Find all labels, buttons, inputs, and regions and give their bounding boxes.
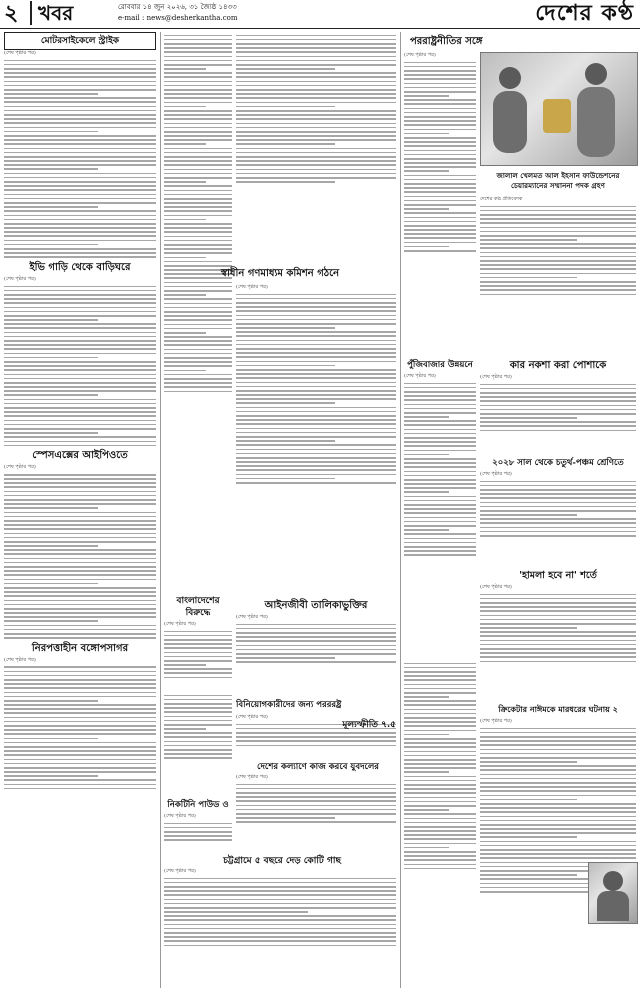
headline-a17: ২০২৮ সাল থেকে চতুর্থ-পঞ্চম শ্রেণিতে xyxy=(492,458,624,468)
a10-headline-wrap xyxy=(236,758,400,774)
headline-a7: আইনজীবী তালিকাভুক্তির xyxy=(264,600,368,611)
body-a17 xyxy=(480,481,636,537)
body-a1-cont xyxy=(164,35,232,393)
issue-date: রোববার ১৪ জুন ২০২৬, ৩১ জ্যৈষ্ঠ ১৪৩৩ xyxy=(118,3,237,11)
kicker-a8: (শেষ পৃষ্ঠার পর) xyxy=(236,714,268,720)
a6-wrap xyxy=(164,592,232,692)
kicker-a11: (শেষ পৃষ্ঠার পর) xyxy=(164,813,196,819)
section-name: খবর xyxy=(30,1,73,25)
kicker-a14: দেশের কণ্ঠ প্রতিবেদক xyxy=(480,196,523,202)
kicker-a1: (শেষ পৃষ্ঠার পর) xyxy=(4,50,36,56)
kicker-a7: (শেষ পৃষ্ঠার পর) xyxy=(236,614,268,620)
kicker-a5: (শেষ পৃষ্ঠার পর) xyxy=(236,284,268,290)
a14-headline-wrap xyxy=(480,168,636,194)
body-a3 xyxy=(4,474,156,639)
kicker-a13: (শেষ পৃষ্ঠার পর) xyxy=(404,52,436,58)
body-cont-3 xyxy=(404,663,476,870)
a9-headline-wrap xyxy=(324,716,396,732)
column-1 xyxy=(4,32,156,988)
page-number: ২ xyxy=(4,0,19,26)
headline-a9: মূল্যস্ফীতি ৭.৫ xyxy=(342,720,396,730)
kicker-a12: (শেষ পৃষ্ঠার পর) xyxy=(164,868,196,874)
a19-headline-wrap xyxy=(480,700,636,718)
headline-a15: পুঁজিবাজার উন্নয়নে xyxy=(407,360,473,370)
kicker-a18: (শেষ পৃষ্ঠার পর) xyxy=(480,584,512,590)
page-header xyxy=(0,0,640,29)
headline-a11: নিকটিনি পাউড ও xyxy=(167,800,229,810)
col-right-narrow-bottom xyxy=(404,660,476,988)
headline-a2: ইভি গাড়ি থেকে বাড়িঘরে xyxy=(29,262,131,273)
body-a7 xyxy=(236,624,396,663)
column-2 xyxy=(164,32,232,592)
body-a12 xyxy=(164,878,396,947)
a10-body xyxy=(236,774,396,848)
column-3-top xyxy=(236,32,396,264)
kicker-a19: (শেষ পৃষ্ঠার পর) xyxy=(480,718,512,724)
a19-body xyxy=(480,718,636,988)
kicker-a6: (শেষ পৃষ্ঠার পর) xyxy=(164,621,196,627)
headline-a14: জালাল খেলমত আল ইহসান ফাউন্ডেশনের চেয়ারম্যানের সম্মাননা পদক গ্রহণ xyxy=(496,171,620,190)
headline-a1: মোটরসাইকেলে স্ট্রাইক xyxy=(4,32,156,50)
body-cont-2 xyxy=(236,35,396,183)
headline-a6: বাংলাদেশের বিরুদ্ধে xyxy=(176,596,220,618)
headline-a16: কার নকশা করা পোশাকে xyxy=(509,360,607,371)
a16-wrap xyxy=(480,356,636,452)
body-a13 xyxy=(404,62,476,252)
body-a10 xyxy=(236,784,396,823)
body-a11 xyxy=(164,823,232,841)
headline-a13: পররাষ্ট্রনীতির সঙ্গে xyxy=(410,36,483,47)
a12-headline-wrap xyxy=(164,852,400,868)
body-a2 xyxy=(4,286,156,447)
newspaper-brand: দেশের কণ্ঠ xyxy=(535,0,634,26)
a5-headline-wrap xyxy=(164,264,396,284)
kicker-a17: (শেষ পৃষ্ঠার পর) xyxy=(480,471,512,477)
a15-wrap xyxy=(404,356,476,656)
body-a18 xyxy=(480,594,636,663)
body-a6 xyxy=(164,631,232,679)
a11-wrap xyxy=(164,796,232,852)
a18-wrap xyxy=(480,566,636,696)
a13-body xyxy=(404,52,476,352)
a13-headline-wrap xyxy=(404,32,636,50)
a12-body xyxy=(164,868,396,988)
contact-email: e-mail : news@desherkantha.com xyxy=(118,14,238,22)
body-a14 xyxy=(480,206,636,296)
kicker-a3: (শেষ পৃষ্ঠার পর) xyxy=(4,464,36,471)
body-a1 xyxy=(4,60,156,258)
a7-wrap xyxy=(236,596,396,696)
a17-wrap xyxy=(480,454,636,564)
body-a4 xyxy=(4,666,156,789)
headline-a3: স্পেসএক্সের আইপিওতে xyxy=(32,450,128,462)
body-a5 xyxy=(236,294,396,484)
a8-headline-wrap xyxy=(236,696,396,714)
headline-a19: ক্রিকেটার নাঈমকে মারধরের ঘটনায় ২ xyxy=(498,704,618,714)
headline-a8: বিনিয়োগকারীদের জন্য পরররষ্ট্র xyxy=(236,700,342,710)
event-photo xyxy=(480,52,638,166)
headline-a10: দেশের কল্যাণে কাজ করবে যুবদলের xyxy=(257,762,379,772)
headline-a12: চট্টগ্রামে ৫ বছরে দেড় কোটি গাছ xyxy=(223,856,341,866)
a5-body xyxy=(236,284,396,584)
kicker-a16: (শেষ পৃষ্ঠার পর) xyxy=(480,374,512,380)
headline-a5: স্বাধীন গণমাধ্যম কমিশন গঠনে xyxy=(220,268,340,279)
headline-a18: 'হামলা হবে না' শর্তে xyxy=(519,570,597,581)
a6-cont xyxy=(164,692,232,796)
kicker-a4: (শেষ পৃষ্ঠার পর) xyxy=(4,656,36,663)
portrait-photo xyxy=(588,862,638,924)
body-a6-cont xyxy=(164,695,232,759)
kicker-a2: (শেষ পৃষ্ঠার পর) xyxy=(4,276,36,282)
kicker-a10: (শেষ পৃষ্ঠার পর) xyxy=(236,774,268,780)
body-a16 xyxy=(480,384,636,432)
body-a15 xyxy=(404,383,476,556)
kicker-a15: (শেষ পৃষ্ঠার পর) xyxy=(404,373,436,379)
a14-body xyxy=(480,196,636,352)
headline-a4: নিরপত্তাহীন বঙ্গোপসাগর xyxy=(31,642,129,654)
